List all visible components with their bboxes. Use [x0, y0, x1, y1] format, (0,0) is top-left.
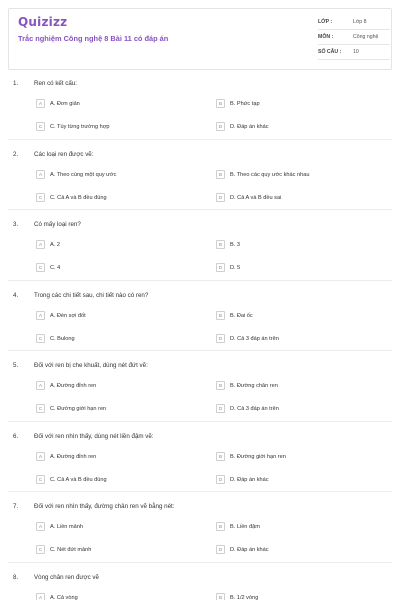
answer-option-a[interactable]	[36, 239, 60, 250]
option-text: C. Bulong	[50, 335, 75, 342]
option-text: B. Theo các quy ước khác nhau	[230, 171, 310, 178]
answer-option-a[interactable]	[36, 169, 116, 180]
question-number: 3.	[13, 221, 19, 228]
option-letter-box: C	[36, 404, 45, 413]
option-letter-box: B	[216, 99, 225, 108]
answer-option-c[interactable]	[36, 333, 75, 344]
option-text: A. Theo cùng một quy ước	[50, 171, 117, 178]
option-text: A. Đơn giản	[50, 100, 80, 107]
option-letter-box: B	[216, 240, 225, 249]
option-text: D. Đáp án khác	[230, 546, 269, 553]
option-letter-box: C	[36, 334, 45, 343]
option-text: C. Tùy từng trường hợp	[50, 123, 110, 130]
question-divider	[8, 209, 392, 210]
option-letter-box: D	[216, 193, 225, 202]
option-text: A. Đường đỉnh ren	[50, 453, 97, 460]
option-letter-box: A	[36, 99, 45, 108]
meta-row-subject	[318, 30, 390, 45]
option-letter-box: A	[36, 593, 45, 600]
answer-option-a[interactable]	[36, 310, 86, 321]
answer-option-a[interactable]	[36, 521, 83, 532]
meta-value: Lớp 8	[353, 19, 367, 25]
question-divider	[8, 491, 392, 492]
answer-option-d[interactable]	[216, 474, 269, 485]
answer-option-b[interactable]	[216, 98, 260, 109]
option-letter-box: D	[216, 475, 225, 484]
answer-option-c[interactable]	[36, 403, 106, 414]
option-letter-box: D	[216, 404, 225, 413]
option-text: C. Cả A và B đều đúng	[50, 476, 107, 483]
meta-value: 10	[353, 49, 359, 55]
option-text: D. Đáp án khác	[230, 123, 269, 130]
answer-option-d[interactable]	[216, 121, 269, 132]
question-divider	[8, 421, 392, 422]
answer-option-d[interactable]	[216, 544, 269, 555]
meta-value: Công nghệ	[353, 34, 379, 40]
option-text: D. 5	[230, 264, 241, 271]
worksheet-meta	[318, 15, 390, 60]
question-text: Có mấy loại ren?	[34, 221, 81, 228]
question-text: Vòng chân ren được vẽ	[34, 574, 99, 581]
option-letter-box: B	[216, 170, 225, 179]
answer-option-c[interactable]	[36, 262, 60, 273]
answer-option-c[interactable]	[36, 192, 107, 203]
option-text: D. Đáp án khác	[230, 476, 269, 483]
option-letter-box: A	[36, 240, 45, 249]
option-text: A. 2	[50, 241, 60, 248]
answer-option-c[interactable]	[36, 474, 107, 485]
option-text: B. 1/2 vòng	[230, 594, 259, 600]
option-text: B. Liền đậm	[230, 523, 260, 530]
option-letter-box: A	[36, 170, 45, 179]
answer-option-b[interactable]	[216, 239, 240, 250]
answer-option-c[interactable]	[36, 121, 110, 132]
option-letter-box: B	[216, 381, 225, 390]
option-text: A. Đèn sợi đốt	[50, 312, 86, 319]
option-text: A. Đường đỉnh ren	[50, 382, 97, 389]
option-letter-box: C	[36, 193, 45, 202]
option-text: B. Đường giới hạn ren	[230, 453, 286, 460]
option-letter-box: A	[36, 381, 45, 390]
meta-label: SỐ CÂU :	[318, 49, 342, 55]
option-letter-box: D	[216, 334, 225, 343]
answer-option-b[interactable]	[216, 521, 260, 532]
answer-option-d[interactable]	[216, 262, 240, 273]
option-text: A. Liền mảnh	[50, 523, 83, 530]
answer-option-d[interactable]	[216, 192, 281, 203]
question-text: Đối với ren bị che khuất, dùng nét đứt vẽ:	[34, 362, 148, 369]
worksheet-title: Trắc nghiệm Công nghệ 8 Bài 11 có đáp án	[18, 34, 169, 43]
question-text: Đối với ren nhìn thấy, đường chân ren vẽ bằng nét:	[34, 503, 175, 510]
quizizz-logo: Quizizz	[18, 15, 68, 29]
question-number: 8.	[13, 574, 19, 581]
answer-option-d[interactable]	[216, 403, 279, 414]
option-letter-box: B	[216, 522, 225, 531]
question-text: Đối với ren nhìn thấy, dùng nét liền đậm vẽ:	[34, 433, 154, 440]
question-number: 4.	[13, 292, 19, 299]
option-text: D. Cả A và B đều sai	[230, 194, 282, 201]
option-text: C. Nét đứt mảnh	[50, 546, 92, 553]
question-text: Ren có kết cấu:	[34, 80, 77, 87]
option-letter-box: C	[36, 475, 45, 484]
answer-option-b[interactable]	[216, 310, 253, 321]
option-text: B. Đường chân ren	[230, 382, 278, 389]
option-text: B. 3	[230, 241, 240, 248]
answer-option-b[interactable]	[216, 169, 309, 180]
meta-row-grade	[318, 15, 390, 30]
option-letter-box: D	[216, 545, 225, 554]
option-text: B. Phức tạp	[230, 100, 260, 107]
option-text: D. Cả 3 đáp án trên	[230, 335, 279, 342]
question-number: 6.	[13, 433, 19, 440]
question-number: 5.	[13, 362, 19, 369]
meta-label: MÔN :	[318, 34, 334, 40]
option-letter-box: A	[36, 311, 45, 320]
option-letter-box: A	[36, 522, 45, 531]
option-letter-box: C	[36, 122, 45, 131]
answer-option-a[interactable]	[36, 380, 96, 391]
meta-label: LỚP :	[318, 19, 333, 25]
question-text: Trong các chi tiết sau, chi tiết nào có ren?	[34, 292, 149, 299]
worksheet-header	[8, 8, 392, 70]
option-letter-box: B	[216, 311, 225, 320]
answer-option-a[interactable]	[36, 98, 80, 109]
option-text: B. Đai ốc	[230, 312, 253, 319]
question-divider	[8, 350, 392, 351]
option-text: D. Cả 3 đáp án trên	[230, 405, 279, 412]
option-letter-box: C	[36, 545, 45, 554]
option-text: C. Đường giới hạn ren	[50, 405, 107, 412]
question-number: 1.	[13, 80, 19, 87]
option-letter-box: D	[216, 263, 225, 272]
option-letter-box: A	[36, 452, 45, 461]
option-letter-box: B	[216, 452, 225, 461]
option-text: A. Cả vòng	[50, 594, 78, 600]
meta-row-question-count	[318, 45, 390, 60]
question-divider	[8, 139, 392, 140]
question-number: 2.	[13, 151, 19, 158]
option-letter-box: D	[216, 122, 225, 131]
answer-option-b[interactable]	[216, 451, 286, 462]
answer-option-a[interactable]	[36, 592, 78, 600]
answer-option-b[interactable]	[216, 380, 278, 391]
option-letter-box: C	[36, 263, 45, 272]
answer-option-a[interactable]	[36, 451, 96, 462]
answer-option-b[interactable]	[216, 592, 258, 600]
question-number: 7.	[13, 503, 19, 510]
question-divider	[8, 562, 392, 563]
question-divider	[8, 280, 392, 281]
question-text: Các loại ren được vẽ:	[34, 151, 94, 158]
option-text: C. Cả A và B đều đúng	[50, 194, 107, 201]
option-letter-box: B	[216, 593, 225, 600]
answer-option-c[interactable]	[36, 544, 91, 555]
answer-option-d[interactable]	[216, 333, 279, 344]
option-text: C. 4	[50, 264, 61, 271]
